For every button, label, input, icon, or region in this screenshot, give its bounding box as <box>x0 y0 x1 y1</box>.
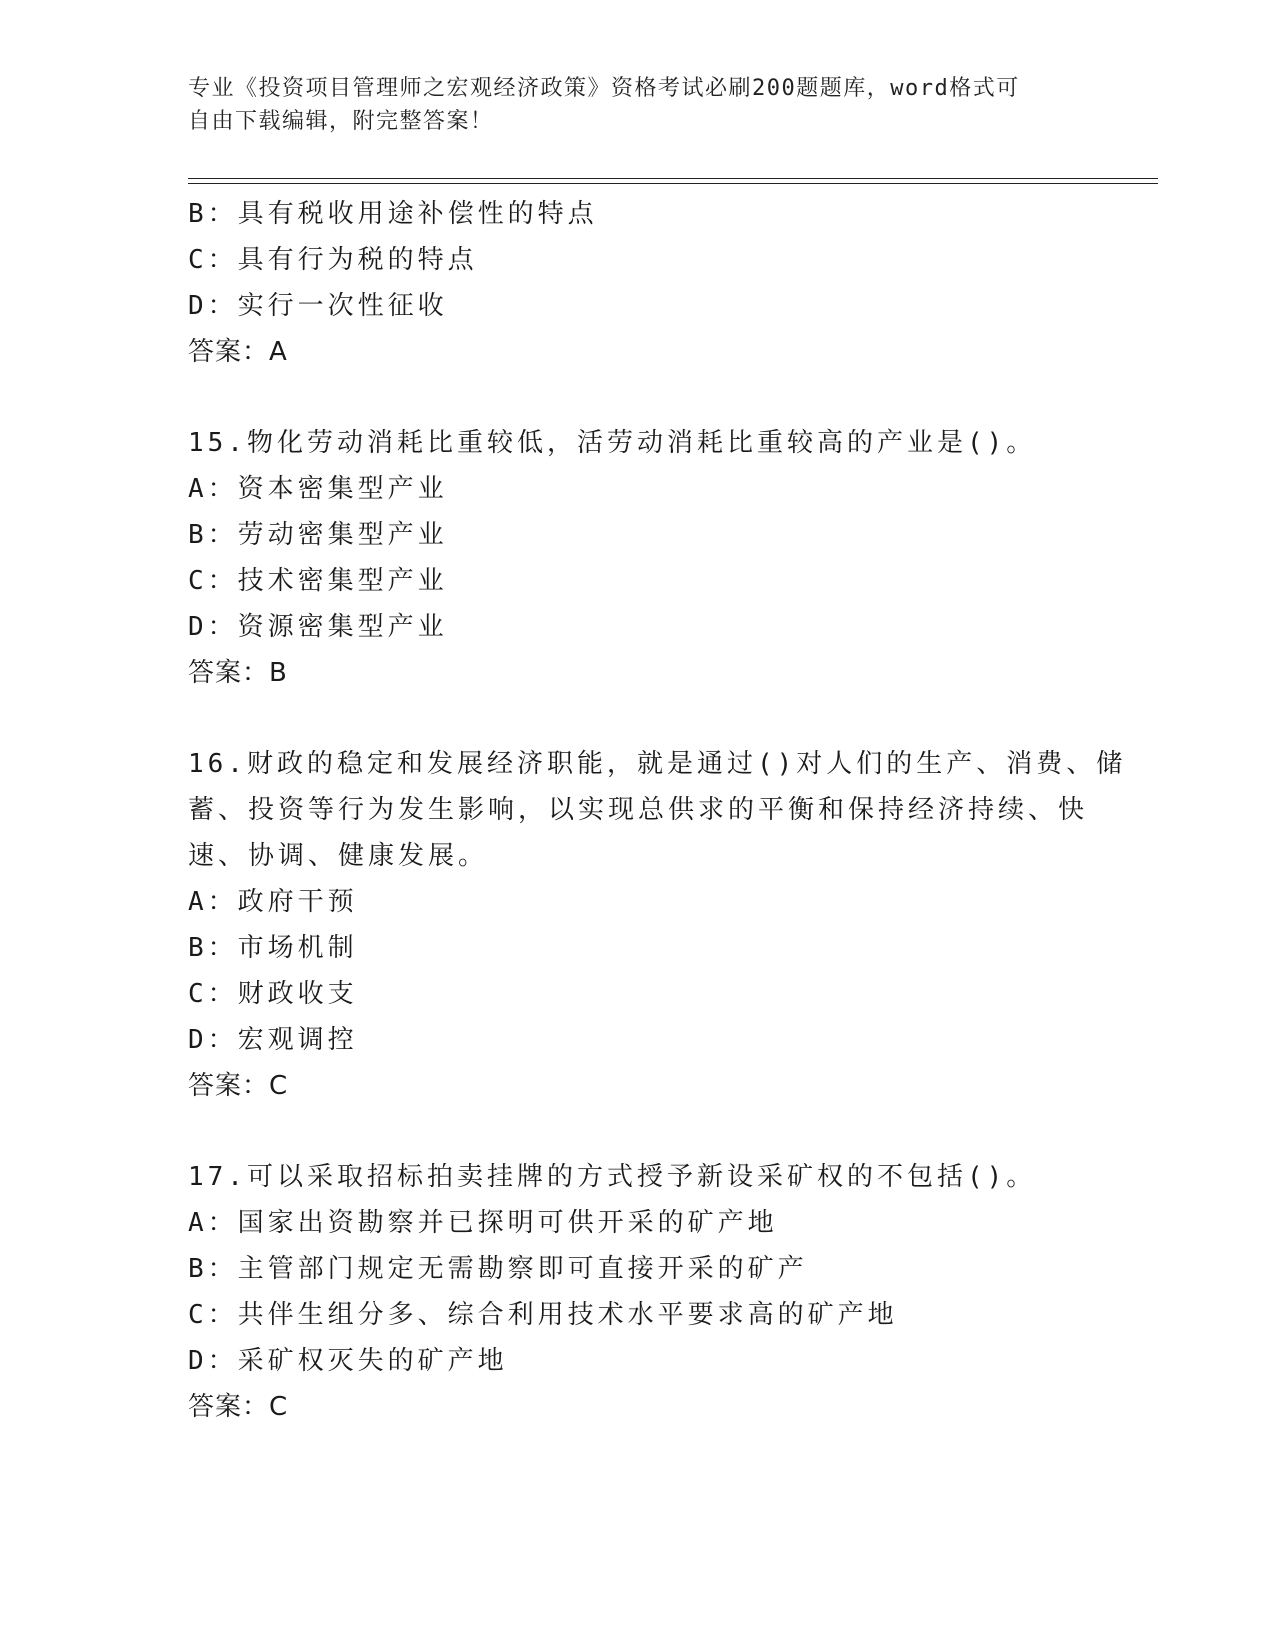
question-text-line-3: 速、协调、健康发展。 <box>188 841 489 871</box>
answer-line: 答案：C <box>188 1392 289 1422</box>
option-a: A：政府干预 <box>188 887 358 917</box>
option-d: D：实行一次性征收 <box>188 291 448 321</box>
question-14-tail <box>188 191 1088 375</box>
header-line-2: 自由下载编辑，附完整答案！ <box>188 109 494 134</box>
question-17 <box>188 1154 1088 1430</box>
question-16 <box>188 741 1127 1109</box>
answer-line: 答案：C <box>188 1071 289 1101</box>
header-divider-top <box>188 178 1158 179</box>
option-d: D：采矿权灭失的矿产地 <box>188 1346 508 1376</box>
option-b: B：劳动密集型产业 <box>188 520 448 550</box>
option-c: C：财政收支 <box>188 979 358 1009</box>
question-text: 15.物化劳动消耗比重较低，活劳动消耗比重较高的产业是()。 <box>188 428 1037 458</box>
option-d: D：宏观调控 <box>188 1025 358 1055</box>
option-b: B：主管部门规定无需勘察即可直接开采的矿产 <box>188 1254 808 1284</box>
option-b: B：具有税收用途补偿性的特点 <box>188 199 598 229</box>
document-header <box>188 72 1088 138</box>
option-a: A：国家出资勘察并已探明可供开采的矿产地 <box>188 1208 778 1238</box>
question-list <box>188 191 1127 1475</box>
option-c: C：共伴生组分多、综合利用技术水平要求高的矿产地 <box>188 1300 898 1330</box>
question-text: 17.可以采取招标拍卖挂牌的方式授予新设采矿权的不包括()。 <box>188 1162 1037 1192</box>
option-c: C：具有行为税的特点 <box>188 245 478 275</box>
header-line-1: 专业《投资项目管理师之宏观经济政策》资格考试必刷200题题库，word格式可 <box>188 76 1020 101</box>
question-text-line-2: 蓄、投资等行为发生影响，以实现总供求的平衡和保持经济持续、快 <box>188 795 1089 825</box>
option-b: B：市场机制 <box>188 933 358 963</box>
answer-line: 答案：B <box>188 658 288 688</box>
question-text-line-1: 16.财政的稳定和发展经济职能，就是通过()对人们的生产、消费、储 <box>188 749 1127 779</box>
option-c: C：技术密集型产业 <box>188 566 448 596</box>
option-a: A：资本密集型产业 <box>188 474 448 504</box>
answer-line: 答案：A <box>188 337 288 367</box>
option-d: D：资源密集型产业 <box>188 612 448 642</box>
header-divider-bottom <box>188 183 1158 184</box>
question-15 <box>188 420 1088 696</box>
